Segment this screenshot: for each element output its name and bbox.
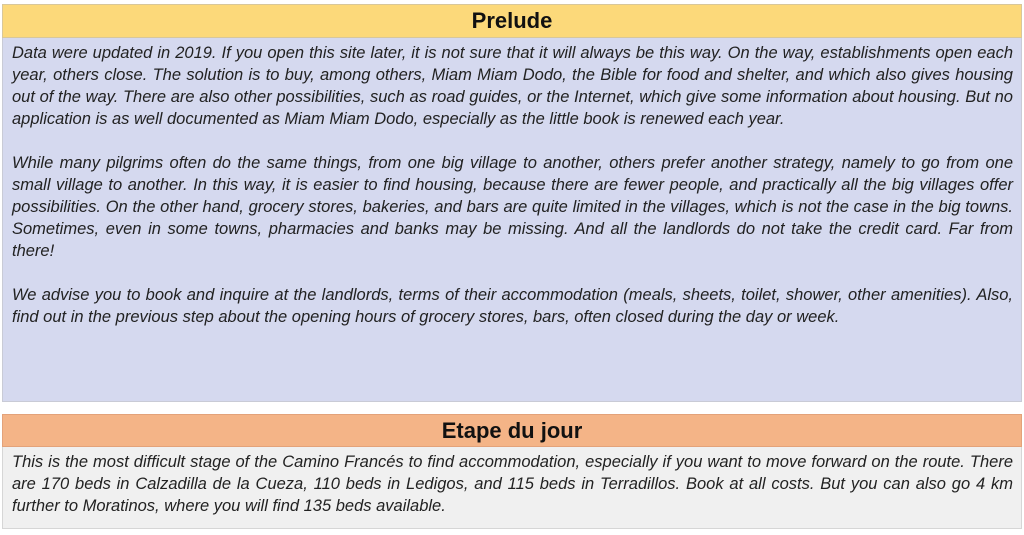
prelude-section: [2, 4, 1022, 402]
prelude-paragraph-2: While many pilgrims often do the same things, from one big village to another, others prefer another strategy, namely to go from one small village to another. In this way, it is easier to find housing, because there are fewer people, and practically all the big villages offer possibilities. On the other hand, grocery stores, bakeries, and bars are quite limited in the villages, which is not the case in the big towns. Sometimes, even in some towns, pharmacies and banks may be missing. And all the landlords do not take the credit card. Far from there!: [12, 154, 1013, 260]
prelude-paragraph-1: Data were updated in 2019. If you open this site later, it is not sure that it will always be this way. On the way, establishments open each year, others close. The solution is to buy, among others, Miam Miam Dodo, the Bible for food and shelter, and which also gives housing out of the way. There are also other possibilities, such as road guides, or the Internet, which give some information about housing. But no application is as well documented as Miam Miam Dodo, especially as the little book is renewed each year.: [12, 44, 1013, 128]
prelude-body: [2, 38, 1022, 402]
etape-body: [2, 447, 1022, 529]
prelude-paragraph-3: We advise you to book and inquire at the landlords, terms of their accommodation (meals, sheets, toilet, shower, other amenities). Also, find out in the previous step about the opening hours of grocery stores, bars, often closed during the day or week.: [12, 286, 1013, 326]
etape-paragraph: This is the most difficult stage of the Camino Francés to find accommodation, especially if you want to move forward on the route. There are 170 beds in Calzadilla de la Cueza, 110 beds in Ledigos, and 115 beds in Terradillos. Book at all costs. But you can also go 4 km further to Moratinos, where you will find 135 beds available.: [12, 453, 1013, 515]
etape-heading: Etape du jour: [2, 414, 1022, 447]
prelude-heading: Prelude: [2, 4, 1022, 38]
etape-section: [2, 414, 1022, 529]
